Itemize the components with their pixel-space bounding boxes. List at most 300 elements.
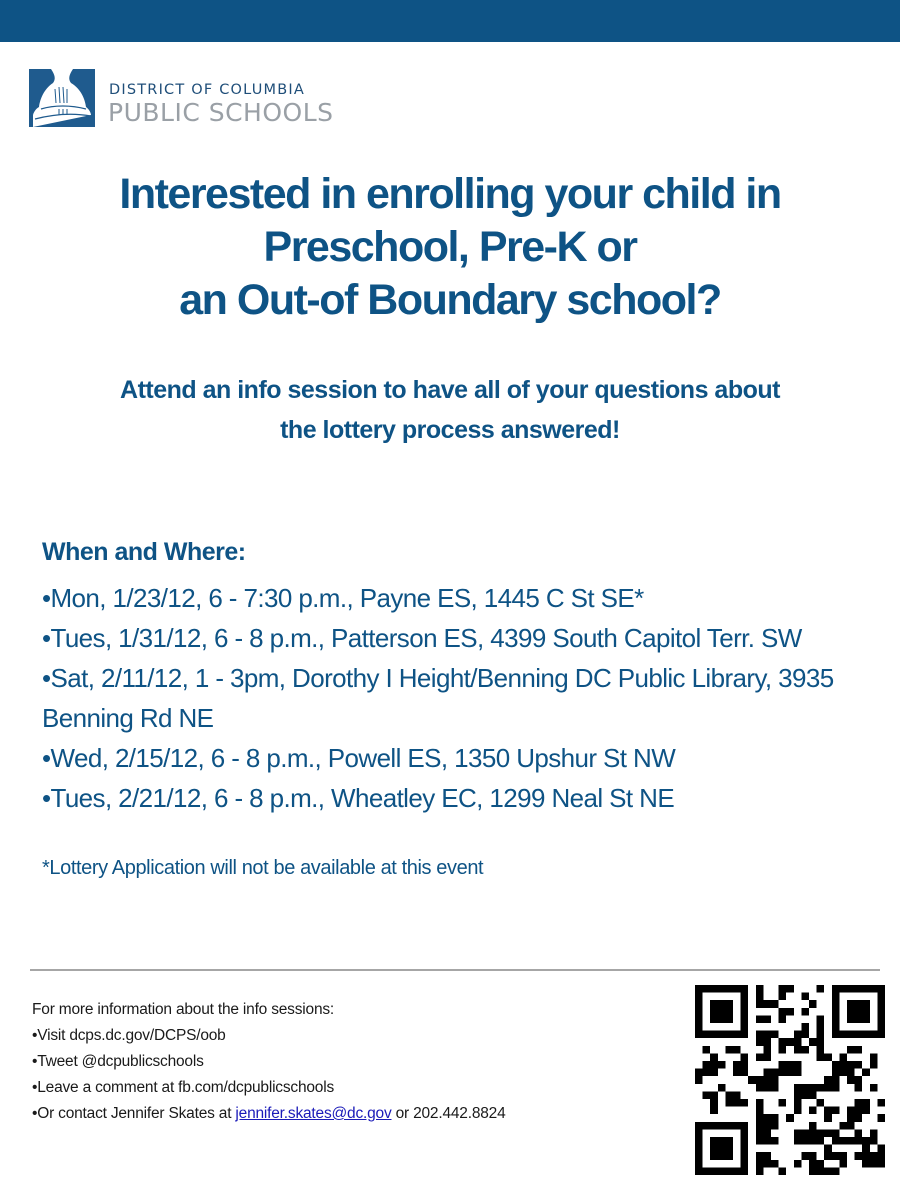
session-item: •Wed, 2/15/12, 6 - 8 p.m., Powell ES, 1350 Upshur St NW <box>42 743 676 773</box>
qr-module <box>763 1137 771 1145</box>
qr-module <box>779 1038 787 1046</box>
qr-module <box>870 1061 878 1069</box>
qr-module <box>817 1160 825 1168</box>
qr-module <box>771 1076 779 1084</box>
qr-module <box>855 1137 863 1145</box>
qr-module <box>824 1084 832 1092</box>
qr-module <box>718 985 726 993</box>
qr-module <box>756 1114 764 1122</box>
qr-module <box>877 1114 885 1122</box>
qr-module <box>809 1122 817 1130</box>
qr-module <box>695 1023 703 1031</box>
qr-module <box>703 1122 711 1130</box>
qr-module <box>794 1129 802 1137</box>
qr-module <box>710 1091 718 1099</box>
qr-module <box>733 1122 741 1130</box>
qr-module <box>710 1053 718 1061</box>
qr-module <box>877 1145 885 1153</box>
qr-module <box>763 1076 771 1084</box>
qr-module <box>809 1152 817 1160</box>
qr-module <box>855 1084 863 1092</box>
qr-module <box>855 1114 863 1122</box>
qr-module <box>741 1000 749 1008</box>
qr-module <box>794 1061 802 1069</box>
qr-module <box>725 1008 733 1016</box>
qr-module <box>741 1167 749 1175</box>
qr-module <box>877 993 885 1001</box>
qr-module <box>756 1160 764 1168</box>
subheadline <box>0 370 900 450</box>
divider <box>30 969 880 971</box>
qr-module <box>741 1152 749 1160</box>
qr-module <box>862 1099 870 1107</box>
qr-module <box>877 1160 885 1168</box>
qr-module <box>862 1152 870 1160</box>
qr-module <box>794 1084 802 1092</box>
qr-module <box>839 1069 847 1077</box>
qr-module <box>741 1160 749 1168</box>
lottery-note: *Lottery Application will not be available at this event <box>42 857 484 879</box>
contact-visit: •Visit dcps.dc.gov/DCPS/oob <box>32 1027 226 1044</box>
qr-module <box>862 1160 870 1168</box>
qr-module <box>763 1053 771 1061</box>
qr-module <box>832 1061 840 1069</box>
qr-module <box>718 1152 726 1160</box>
qr-module <box>786 1038 794 1046</box>
qr-module <box>847 1008 855 1016</box>
qr-module <box>786 1061 794 1069</box>
qr-module <box>718 1137 726 1145</box>
qr-module <box>855 1000 863 1008</box>
qr-module <box>725 1145 733 1153</box>
qr-module <box>771 1031 779 1039</box>
qr-module <box>779 993 787 1001</box>
qr-module <box>710 1061 718 1069</box>
qr-module <box>779 985 787 993</box>
qr-module <box>710 1099 718 1107</box>
qr-module <box>695 1122 703 1130</box>
qr-module <box>771 1122 779 1130</box>
qr-module <box>695 993 703 1001</box>
qr-module <box>725 1031 733 1039</box>
qr-module <box>718 1145 726 1153</box>
qr-module <box>725 1000 733 1008</box>
qr-module <box>832 985 840 993</box>
qr-module <box>824 1152 832 1160</box>
qr-module <box>877 1152 885 1160</box>
qr-module <box>801 1152 809 1160</box>
qr-module <box>855 1015 863 1023</box>
qr-module <box>877 985 885 993</box>
qr-module <box>847 985 855 993</box>
qr-module <box>862 1031 870 1039</box>
qr-module <box>695 1069 703 1077</box>
qr-module <box>870 985 878 993</box>
qr-module <box>695 1008 703 1016</box>
qr-module <box>832 1129 840 1137</box>
qr-module <box>801 993 809 1001</box>
qr-module <box>870 1129 878 1137</box>
qr-module <box>725 985 733 993</box>
qr-module <box>695 1076 703 1084</box>
qr-module <box>855 1107 863 1115</box>
session-item: •Mon, 1/23/12, 6 - 7:30 p.m., Payne ES, 1445 C St SE* <box>42 583 644 613</box>
qr-module <box>779 1061 787 1069</box>
qr-module <box>817 985 825 993</box>
qr-module <box>786 985 794 993</box>
qr-module <box>718 1031 726 1039</box>
qr-module <box>741 1015 749 1023</box>
qr-module <box>763 1160 771 1168</box>
qr-module <box>877 1015 885 1023</box>
qr-module <box>855 1129 863 1137</box>
qr-module <box>756 993 764 1001</box>
qr-module <box>763 1000 771 1008</box>
qr-module <box>725 1099 733 1107</box>
qr-module <box>809 1167 817 1175</box>
qr-module <box>725 1015 733 1023</box>
qr-module <box>710 1069 718 1077</box>
qr-module <box>695 1031 703 1039</box>
qr-module <box>710 1137 718 1145</box>
qr-module <box>695 1129 703 1137</box>
qr-module <box>839 1031 847 1039</box>
qr-module <box>763 1122 771 1130</box>
qr-code-icon[interactable] <box>695 985 885 1175</box>
qr-module <box>862 1137 870 1145</box>
qr-module <box>756 1053 764 1061</box>
qr-module <box>771 1137 779 1145</box>
qr-module <box>733 985 741 993</box>
session-item: •Tues, 2/21/12, 6 - 8 p.m., Wheatley EC, 1299 Neal St NE <box>42 783 675 813</box>
qr-module <box>794 1091 802 1099</box>
qr-module <box>733 1031 741 1039</box>
qr-module <box>695 1152 703 1160</box>
qr-module <box>877 1000 885 1008</box>
qr-module <box>809 1160 817 1168</box>
qr-module <box>839 1160 847 1168</box>
qr-module <box>771 1069 779 1077</box>
contact-tweet: •Tweet @dcpublicschools <box>32 1053 204 1070</box>
contact-intro: For more information about the info sessions: <box>32 1001 335 1018</box>
qr-module <box>817 1167 825 1175</box>
qr-module <box>779 1015 787 1023</box>
qr-module <box>756 1000 764 1008</box>
qr-module <box>870 1053 878 1061</box>
qr-module <box>756 1084 764 1092</box>
qr-module <box>847 1031 855 1039</box>
qr-module <box>832 993 840 1001</box>
qr-module <box>817 1031 825 1039</box>
qr-module <box>718 1008 726 1016</box>
logo-text-district: DISTRICT OF COLUMBIA <box>109 82 305 98</box>
qr-module <box>817 1099 825 1107</box>
qr-module <box>794 1099 802 1107</box>
qr-module <box>771 1000 779 1008</box>
qr-module <box>741 1137 749 1145</box>
qr-module <box>839 985 847 993</box>
qr-module <box>741 1031 749 1039</box>
qr-module <box>832 1107 840 1115</box>
contact-phone: or 202.442.8824 <box>391 1105 506 1122</box>
qr-module <box>779 1008 787 1016</box>
qr-module <box>756 1129 764 1137</box>
qr-module <box>786 1008 794 1016</box>
qr-module <box>824 1053 832 1061</box>
qr-module <box>817 1023 825 1031</box>
qr-module <box>741 1008 749 1016</box>
qr-module <box>855 1061 863 1069</box>
contact-prefix: •Or contact Jennifer Skates at <box>32 1105 236 1122</box>
qr-module <box>801 1031 809 1039</box>
qr-module <box>855 1076 863 1084</box>
qr-module <box>756 1031 764 1039</box>
qr-module <box>824 1107 832 1115</box>
qr-module <box>832 1000 840 1008</box>
qr-module <box>703 1031 711 1039</box>
qr-module <box>741 985 749 993</box>
qr-module <box>718 1061 726 1069</box>
qr-module <box>832 1015 840 1023</box>
qr-module <box>733 1099 741 1107</box>
qr-module <box>756 1122 764 1130</box>
qr-module <box>877 1008 885 1016</box>
qr-module <box>756 1015 764 1023</box>
qr-module <box>832 1152 840 1160</box>
qr-module <box>756 1038 764 1046</box>
qr-module <box>756 985 764 993</box>
capitol-dome-icon <box>29 69 95 127</box>
qr-module <box>794 1137 802 1145</box>
qr-module <box>779 1046 787 1054</box>
session-item: •Sat, 2/11/12, 1 - 3pm, Dorothy I Height/Benning DC Public Library, 3935 Benning Rd NE <box>42 663 834 733</box>
qr-module <box>763 1031 771 1039</box>
qr-module <box>695 985 703 993</box>
session-list <box>42 578 872 818</box>
qr-module <box>756 1107 764 1115</box>
qr-module <box>703 1046 711 1054</box>
qr-module <box>703 985 711 993</box>
qr-module <box>847 1046 855 1054</box>
qr-module <box>862 1015 870 1023</box>
email-link[interactable]: jennifer.skates@dc.gov <box>235 1105 392 1122</box>
qr-module <box>801 1023 809 1031</box>
qr-module <box>763 1114 771 1122</box>
qr-module <box>741 1122 749 1130</box>
qr-module <box>771 1114 779 1122</box>
qr-module <box>786 1114 794 1122</box>
qr-module <box>794 1046 802 1054</box>
qr-module <box>847 1015 855 1023</box>
qr-module <box>741 1023 749 1031</box>
qr-module <box>763 1069 771 1077</box>
qr-module <box>855 985 863 993</box>
subheadline-line: Attend an info session to have all of your questions about <box>120 376 780 404</box>
qr-module <box>741 1099 749 1107</box>
qr-module <box>763 1046 771 1054</box>
qr-module <box>832 1084 840 1092</box>
qr-module <box>741 1145 749 1153</box>
qr-module <box>718 1015 726 1023</box>
qr-module <box>862 985 870 993</box>
qr-module <box>703 1061 711 1069</box>
qr-module <box>725 1137 733 1145</box>
qr-module <box>741 993 749 1001</box>
qr-module <box>839 1061 847 1069</box>
qr-module <box>855 1099 863 1107</box>
qr-module <box>710 1015 718 1023</box>
qr-module <box>779 1099 787 1107</box>
qr-module <box>817 1053 825 1061</box>
qr-module <box>801 1084 809 1092</box>
qr-module <box>809 1038 817 1046</box>
qr-module <box>847 1061 855 1069</box>
qr-module <box>710 1008 718 1016</box>
qr-module <box>839 1122 847 1130</box>
qr-module <box>809 1137 817 1145</box>
qr-module <box>725 1046 733 1054</box>
qr-module <box>839 1137 847 1145</box>
qr-module <box>824 1076 832 1084</box>
qr-module <box>733 1069 741 1077</box>
qr-module <box>847 1114 855 1122</box>
qr-module <box>710 1000 718 1008</box>
qr-module <box>710 1107 718 1115</box>
qr-module <box>741 1129 749 1137</box>
qr-module <box>862 1069 870 1077</box>
qr-module <box>870 1152 878 1160</box>
qr-module <box>839 1053 847 1061</box>
qr-module <box>710 1122 718 1130</box>
contact-person <box>32 1101 506 1127</box>
qr-module <box>695 1000 703 1008</box>
qr-module <box>855 1046 863 1054</box>
qr-module <box>809 1129 817 1137</box>
qr-module <box>733 1167 741 1175</box>
qr-module <box>817 1129 825 1137</box>
qr-module <box>763 1152 771 1160</box>
qr-module <box>862 1107 870 1115</box>
qr-module <box>763 1084 771 1092</box>
qr-module <box>809 1000 817 1008</box>
qr-module <box>839 1152 847 1160</box>
qr-module <box>870 1084 878 1092</box>
qr-module <box>786 1069 794 1077</box>
qr-module <box>710 1152 718 1160</box>
session-item: •Tues, 1/31/12, 6 - 8 p.m., Patterson ES, 4399 South Capitol Terr. SW <box>42 623 802 653</box>
qr-module <box>718 1122 726 1130</box>
qr-module <box>824 1129 832 1137</box>
qr-module <box>741 1061 749 1069</box>
qr-module <box>794 1038 802 1046</box>
qr-module <box>741 1069 749 1077</box>
qr-module <box>725 1167 733 1175</box>
qr-module <box>695 1145 703 1153</box>
qr-module <box>718 1084 726 1092</box>
qr-module <box>809 1091 817 1099</box>
qr-module <box>801 1046 809 1054</box>
qr-module <box>801 1129 809 1137</box>
qr-module <box>695 1167 703 1175</box>
qr-module <box>718 1000 726 1008</box>
qr-module <box>756 1076 764 1084</box>
qr-module <box>847 1107 855 1115</box>
qr-module <box>847 1122 855 1130</box>
qr-module <box>725 1122 733 1130</box>
qr-module <box>756 1167 764 1175</box>
qr-module <box>832 1008 840 1016</box>
qr-module <box>695 1015 703 1023</box>
qr-module <box>703 1091 711 1099</box>
qr-module <box>710 1145 718 1153</box>
qr-module <box>695 1160 703 1168</box>
qr-module <box>756 1099 764 1107</box>
qr-module <box>855 1008 863 1016</box>
qr-module <box>870 1137 878 1145</box>
qr-module <box>824 1114 832 1122</box>
qr-module <box>718 1167 726 1175</box>
qr-module <box>695 1137 703 1145</box>
qr-module <box>855 1152 863 1160</box>
qr-module <box>855 1031 863 1039</box>
qr-module <box>794 1031 802 1039</box>
qr-module <box>733 1061 741 1069</box>
qr-module <box>832 1076 840 1084</box>
qr-module <box>756 1152 764 1160</box>
contact-facebook: •Leave a comment at fb.com/dcpublicschools <box>32 1079 335 1096</box>
qr-module <box>817 1084 825 1092</box>
qr-module <box>862 1008 870 1016</box>
qr-module <box>710 1031 718 1039</box>
headline-line: Preschool, Pre-K or <box>263 223 637 271</box>
qr-module <box>847 1000 855 1008</box>
qr-module <box>733 1091 741 1099</box>
subheadline-line: the lottery process answered! <box>280 416 620 444</box>
qr-module <box>862 1145 870 1153</box>
qr-module <box>824 1145 832 1153</box>
headline <box>0 168 900 327</box>
qr-module <box>733 1046 741 1054</box>
qr-module <box>809 1107 817 1115</box>
qr-module <box>779 1069 787 1077</box>
qr-module <box>748 1076 756 1084</box>
qr-module <box>725 1152 733 1160</box>
qr-module <box>756 1137 764 1145</box>
qr-module <box>847 1137 855 1145</box>
qr-module <box>794 1160 802 1168</box>
qr-module <box>779 1167 787 1175</box>
qr-module <box>870 1031 878 1039</box>
qr-module <box>801 1091 809 1099</box>
qr-module <box>763 1015 771 1023</box>
qr-module <box>817 1015 825 1023</box>
qr-module <box>832 1137 840 1145</box>
qr-module <box>801 1008 809 1016</box>
qr-module <box>771 1160 779 1168</box>
qr-module <box>710 1167 718 1175</box>
qr-module <box>794 1107 802 1115</box>
qr-module <box>832 1023 840 1031</box>
qr-module <box>847 1076 855 1084</box>
qr-module <box>703 1167 711 1175</box>
qr-module <box>847 1069 855 1077</box>
qr-module <box>870 1160 878 1168</box>
qr-module <box>817 1137 825 1145</box>
qr-module <box>763 1038 771 1046</box>
qr-module <box>763 1129 771 1137</box>
qr-module <box>832 1031 840 1039</box>
qr-module <box>771 1084 779 1092</box>
